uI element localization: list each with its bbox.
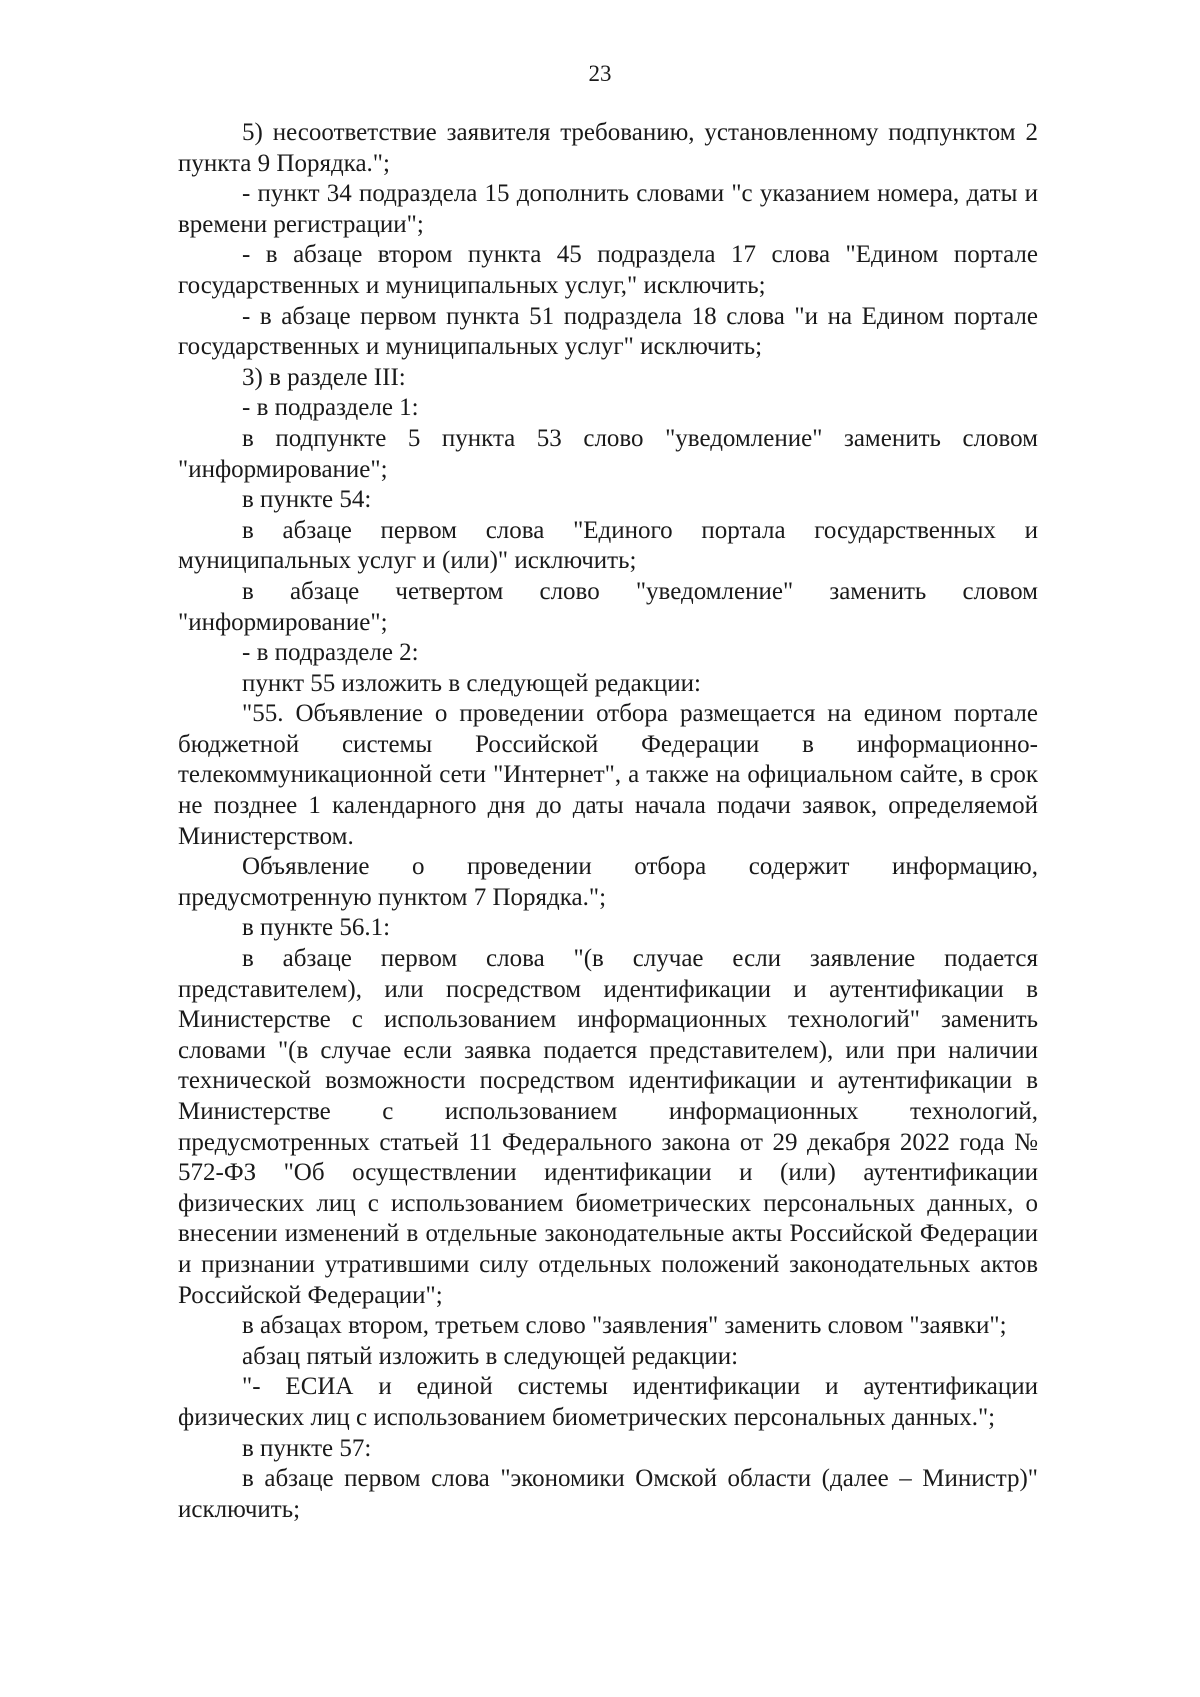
paragraph: - в подразделе 1: [242, 394, 419, 422]
paragraph: абзац пятый изложить в следующей редакции: [242, 1342, 739, 1370]
paragraph: в абзацах втором, третьем слово "заявления" заменить словом "заявки"; [242, 1312, 1007, 1340]
paragraph: - в абзаце втором пункта 45 подраздела 17 слова "Едином портале государственных и муниципальных услуг," исключить; [178, 241, 1038, 299]
paragraph: в абзаце первом слова "(в случае если заявление подается представителем), или посредством идентификации и аутентификации в Министерстве с использованием информационных технологий" заменить словами "(в случае если заявка подается представителем), или при наличии технической возможности посредством идентификации и аутентификации в Министерстве с использованием информационных технологий, предусмотренных статьей 11 Федерального закона от 29 декабря 2022 года № 572-ФЗ "Об осуществлении идентификации и (или) аутентификации физических лиц с использованием биометрических персональных данных, о внесении изменений в отдельные законодательные акты Российской Федерации и признании утратившими силу отдельных положений законодательных актов Российской Федерации"; [178, 945, 1038, 1309]
paragraph: Объявление о проведении отбора содержит информацию, предусмотренную пунктом 7 Порядка."; [178, 853, 1038, 911]
paragraph: в абзаце четвертом слово "уведомление" заменить словом "информирование"; [178, 577, 1038, 636]
paragraph: - в подразделе 2: [242, 639, 419, 667]
paragraph: в пункте 56.1: [242, 914, 391, 942]
paragraph: в абзаце первом слова "экономики Омской области (далее – Министр)" исключить; [178, 1465, 1038, 1523]
paragraph: в пункте 54: [242, 486, 372, 514]
paragraph: - в абзаце первом пункта 51 подраздела 18 слова "и на Едином портале государственных и муниципальных услуг" исключить; [178, 302, 1038, 361]
paragraph: 5) несоответствие заявителя требованию, установленному подпунктом 2 пункта 9 Порядка."; [178, 119, 1038, 177]
paragraph: 3) в разделе III: [242, 363, 406, 391]
paragraph: в абзаце первом слова "Единого портала государственных и муниципальных услуг и (или)" исключить; [178, 516, 1038, 575]
page-number: 23 [588, 61, 612, 86]
paragraph: пункт 55 изложить в следующей редакции: [242, 669, 701, 697]
document-body [178, 118, 1038, 1525]
paragraph: "55. Объявление о проведении отбора размещается на едином портале бюджетной системы Российской Федерации в информационно-телекоммуникационной сети "Интернет", а также на официальном сайте, в срок не позднее 1 календарного дня до даты начала подачи заявок, определяемой Министерством. [178, 700, 1038, 850]
paragraph: - пункт 34 подраздела 15 дополнить словами "с указанием номера, даты и времени регистрации"; [178, 180, 1038, 238]
paragraph: "- ЕСИА и единой системы идентификации и аутентификации физических лиц с использованием биометрических персональных данных."; [178, 1373, 1038, 1431]
paragraph: в подпункте 5 пункта 53 слово "уведомление" заменить словом "информирование"; [178, 424, 1038, 483]
paragraph: в пункте 57: [242, 1434, 372, 1462]
